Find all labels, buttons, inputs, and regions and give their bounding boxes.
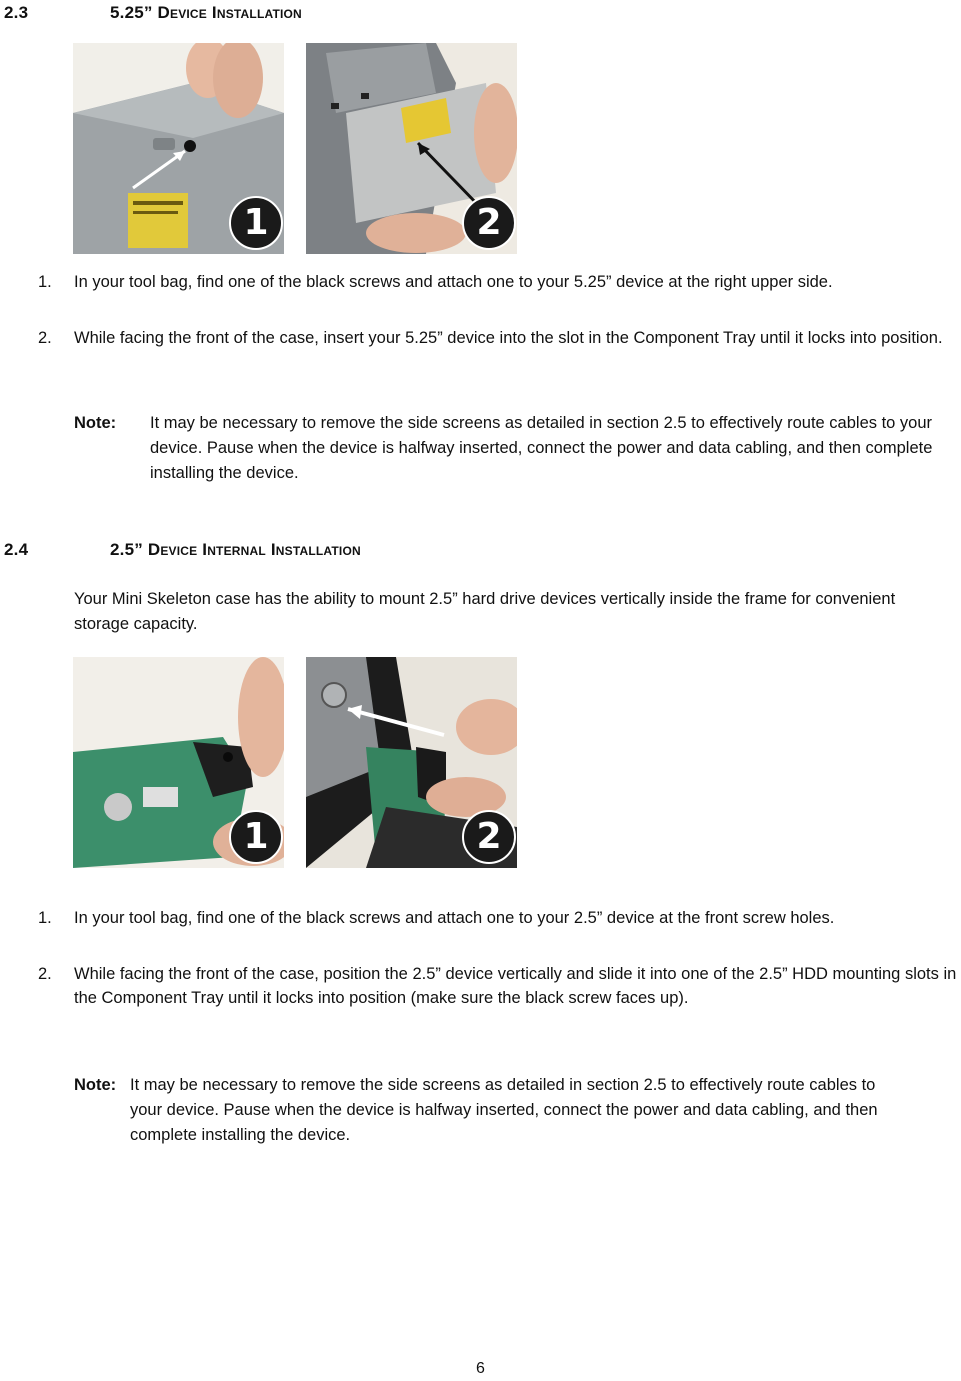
- section-intro: Your Mini Skeleton case has the ability to mount 2.5” hard drive devices vertically inside the frame for convenient storage capacity.: [74, 590, 896, 633]
- photo-hdd-insert: [306, 657, 517, 868]
- section-number: 2.3: [4, 3, 29, 22]
- list-item-text: In your tool bag, find one of the black screws and attach one to your 5.25” device at the right upper side.: [74, 273, 833, 291]
- note-text: It may be necessary to remove the side screens as detailed in section 2.5 to effectively route cables to your device. Pause when the device is halfway inserted, connect the power and data cabling, and then complete installing the device.: [150, 414, 933, 482]
- list-marker: 1.: [38, 909, 52, 927]
- photo-screw-attach: [73, 43, 284, 254]
- photo-label-2: 2: [476, 202, 502, 243]
- photo-label-1: 1: [243, 816, 269, 857]
- note-text: It may be necessary to remove the side screens as detailed in section 2.5 to effectively route cables to your device. Pause when the device is halfway inserted, connect the power and data cabling, and then complete installing the device.: [130, 1076, 878, 1144]
- photo-hdd-screw: [73, 657, 284, 868]
- photo-label-1: 1: [243, 202, 269, 243]
- list-item-text: While facing the front of the case, position the 2.5” device vertically and slide it into one of the 2.5” HDD mounting slots in the Component Tray until it locks into position (make sure the black screw faces up).: [74, 965, 957, 1007]
- list-marker: 1.: [38, 273, 52, 291]
- list-item-text: While facing the front of the case, insert your 5.25” device into the slot in the Component Tray until it locks into position.: [74, 329, 943, 347]
- note-label: Note:: [74, 1076, 117, 1094]
- note-label: Note:: [74, 414, 117, 432]
- list-item-text: In your tool bag, find one of the black screws and attach one to your 2.5” device at the front screw holes.: [74, 909, 835, 927]
- photo-label-2: 2: [476, 816, 502, 857]
- page-number: 6: [476, 1360, 485, 1377]
- section-title: 2.5” Device Internal Installation: [110, 540, 361, 559]
- list-marker: 2.: [38, 329, 52, 347]
- photo-drive-insert: [306, 43, 517, 254]
- section-title: 5.25” Device Installation: [110, 3, 302, 22]
- list-marker: 2.: [38, 965, 52, 983]
- section-number: 2.4: [4, 540, 29, 559]
